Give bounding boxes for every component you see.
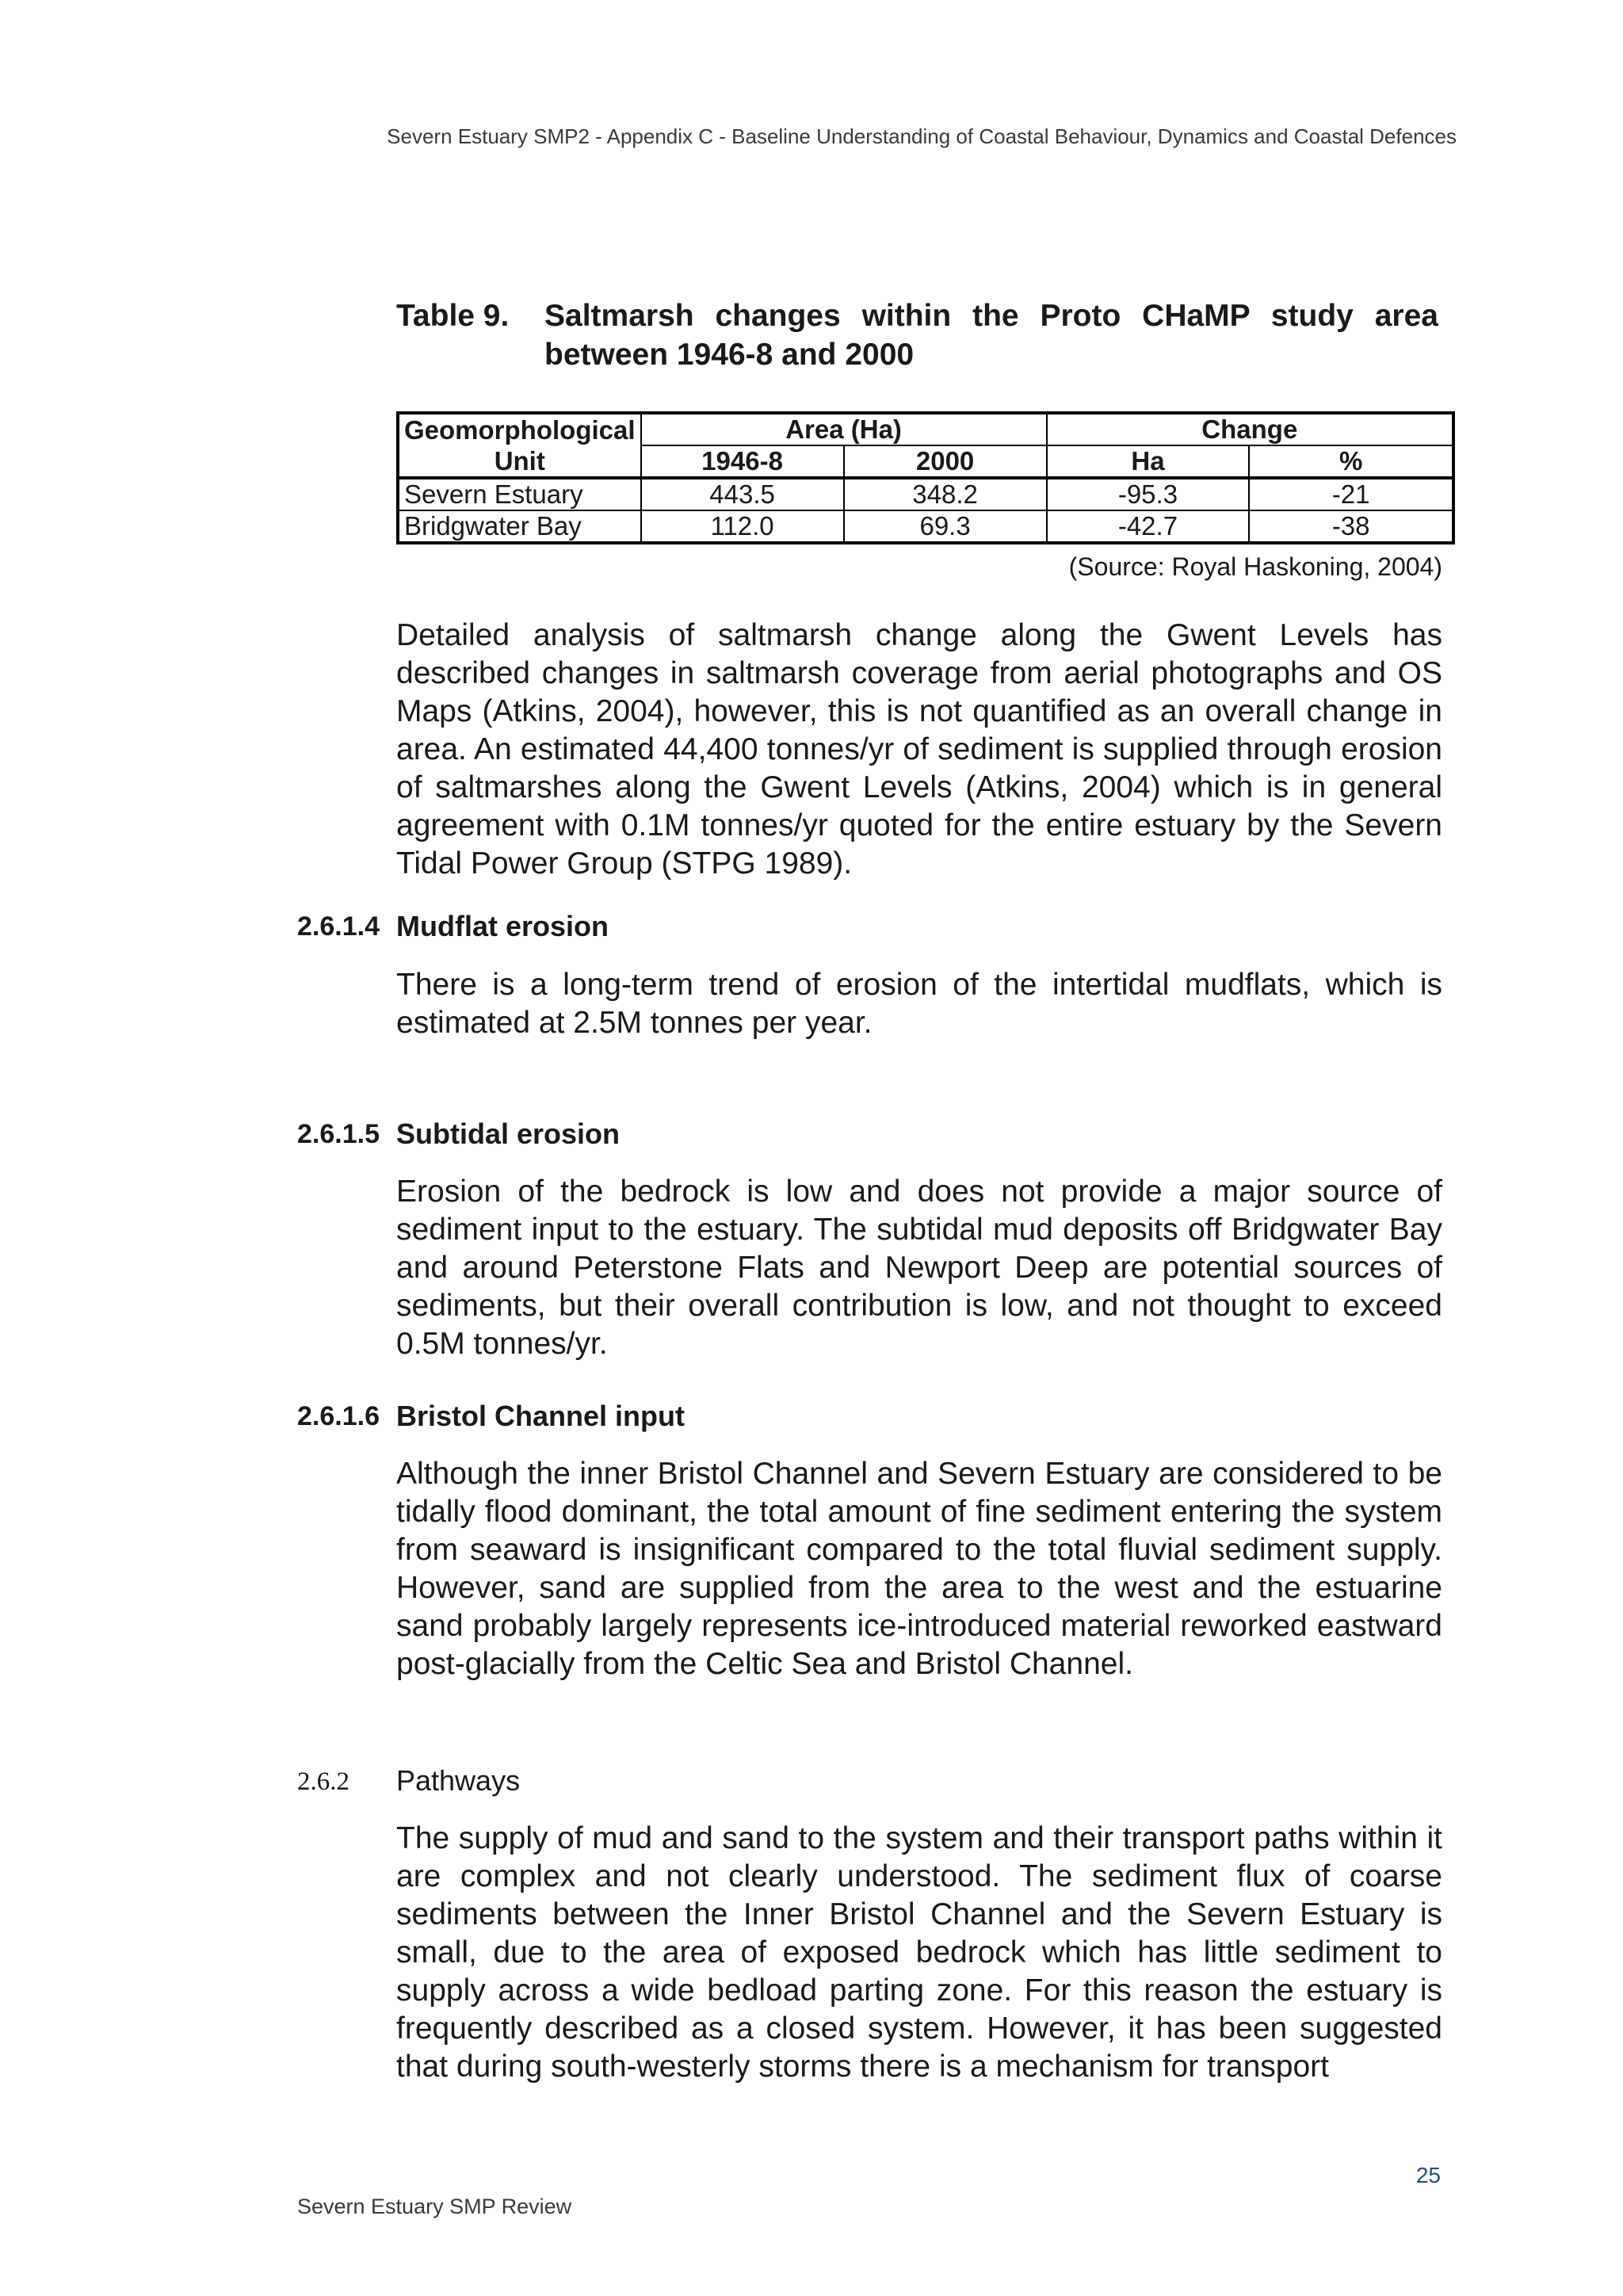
header-ha: Ha	[1047, 445, 1250, 478]
cell-change-ha: -95.3	[1047, 478, 1250, 510]
header-change: Change	[1047, 413, 1453, 445]
header-1946: 1946-8	[641, 445, 844, 478]
running-footer: Severn Estuary SMP Review	[297, 2195, 572, 2218]
cell-unit: Bridgwater Bay	[398, 510, 641, 543]
table-number: Table 9.	[396, 299, 510, 333]
saltmarsh-table	[396, 411, 1455, 544]
section-number: 2.6.2	[297, 1767, 349, 1796]
cell-area-1946: 443.5	[641, 478, 844, 510]
header-unit	[398, 413, 641, 445]
cell-change-pct: -38	[1249, 510, 1453, 543]
page-number: 25	[1415, 2163, 1441, 2187]
section-title: Subtidal erosion	[396, 1117, 621, 1150]
header-pct: %	[1249, 445, 1453, 478]
table-caption	[396, 296, 1438, 374]
section-title: Bristol Channel input	[396, 1400, 685, 1432]
section-title: Mudflat erosion	[396, 910, 609, 942]
section-body: Although the inner Bristol Channel and Severn Estuary are considered to be tidally flood dominant, the total amount of fine sediment entering the system from seaward is insignificant compared to the total fluvial sediment supply. However, sand are supplied from the area to the west and the estuarine sand probably largely represents ice-introduced material reworked eastward post-glacially from the Celtic Sea and Bristol Channel.	[396, 1457, 1442, 1681]
cell-area-2000: 348.2	[844, 478, 1047, 510]
header-area: Area (Ha)	[641, 413, 1047, 445]
header-unit-line2: Unit	[398, 445, 641, 478]
header-2000: 2000	[844, 445, 1047, 478]
cell-change-pct: -21	[1249, 478, 1453, 510]
table-row	[398, 510, 1453, 543]
section-number: 2.6.1.5	[297, 1119, 380, 1149]
cell-unit: Severn Estuary	[398, 478, 641, 510]
cell-area-2000: 69.3	[844, 510, 1047, 543]
cell-area-1946: 112.0	[641, 510, 844, 543]
cell-change-ha: -42.7	[1047, 510, 1250, 543]
running-header: Severn Estuary SMP2 - Appendix C - Baseline Understanding of Coastal Behaviour, Dynamics and Coastal Defences	[387, 124, 1457, 148]
table-title: Saltmarsh changes within the Proto CHaMP study area between 1946-8 and 2000	[544, 299, 1438, 372]
section-body: There is a long-term trend of erosion of the intertidal mudflats, which is estimated at 2.5M tonnes per year.	[396, 968, 1442, 1040]
section-number: 2.6.1.6	[297, 1401, 380, 1431]
header-unit-line1: Geomorphological	[404, 415, 636, 445]
paragraph-saltmarsh: Detailed analysis of saltmarsh change along the Gwent Levels has described changes in saltmarsh coverage from aerial photographs and OS Maps (Atkins, 2004), however, this is not quantified as an overall change in area. An estimated 44,400 tonnes/yr of sediment is supplied through erosion of saltmarshes along the Gwent Levels (Atkins, 2004) which is in general agreement with 0.1M tonnes/yr quoted for the entire estuary by the Severn Tidal Power Group (STPG 1989).	[396, 618, 1442, 881]
section-number: 2.6.1.4	[297, 911, 380, 942]
section-title: Pathways	[396, 1764, 521, 1797]
table-row	[398, 478, 1453, 510]
section-body: Erosion of the bedrock is low and does not provide a major source of sediment input to the estuary. The subtidal mud deposits off Bridgwater Bay and around Peterstone Flats and Newport Deep are potential sources of sediments, but their overall contribution is low, and not thought to exceed 0.5M tonnes/yr.	[396, 1175, 1442, 1361]
table-source: (Source: Royal Haskoning, 2004)	[1068, 552, 1442, 581]
section-body: The supply of mud and sand to the system and their transport paths within it are complex and not clearly understood. The sediment flux of coarse sediments between the Inner Bristol Channel and the Severn Estuary is small, due to the area of exposed bedrock which has little sediment to supply across a wide bedload parting zone. For this reason the estuary is frequently described as a closed system. However, it has been suggested that during south-westerly storms there is a mechanism for transport	[396, 1821, 1442, 2084]
